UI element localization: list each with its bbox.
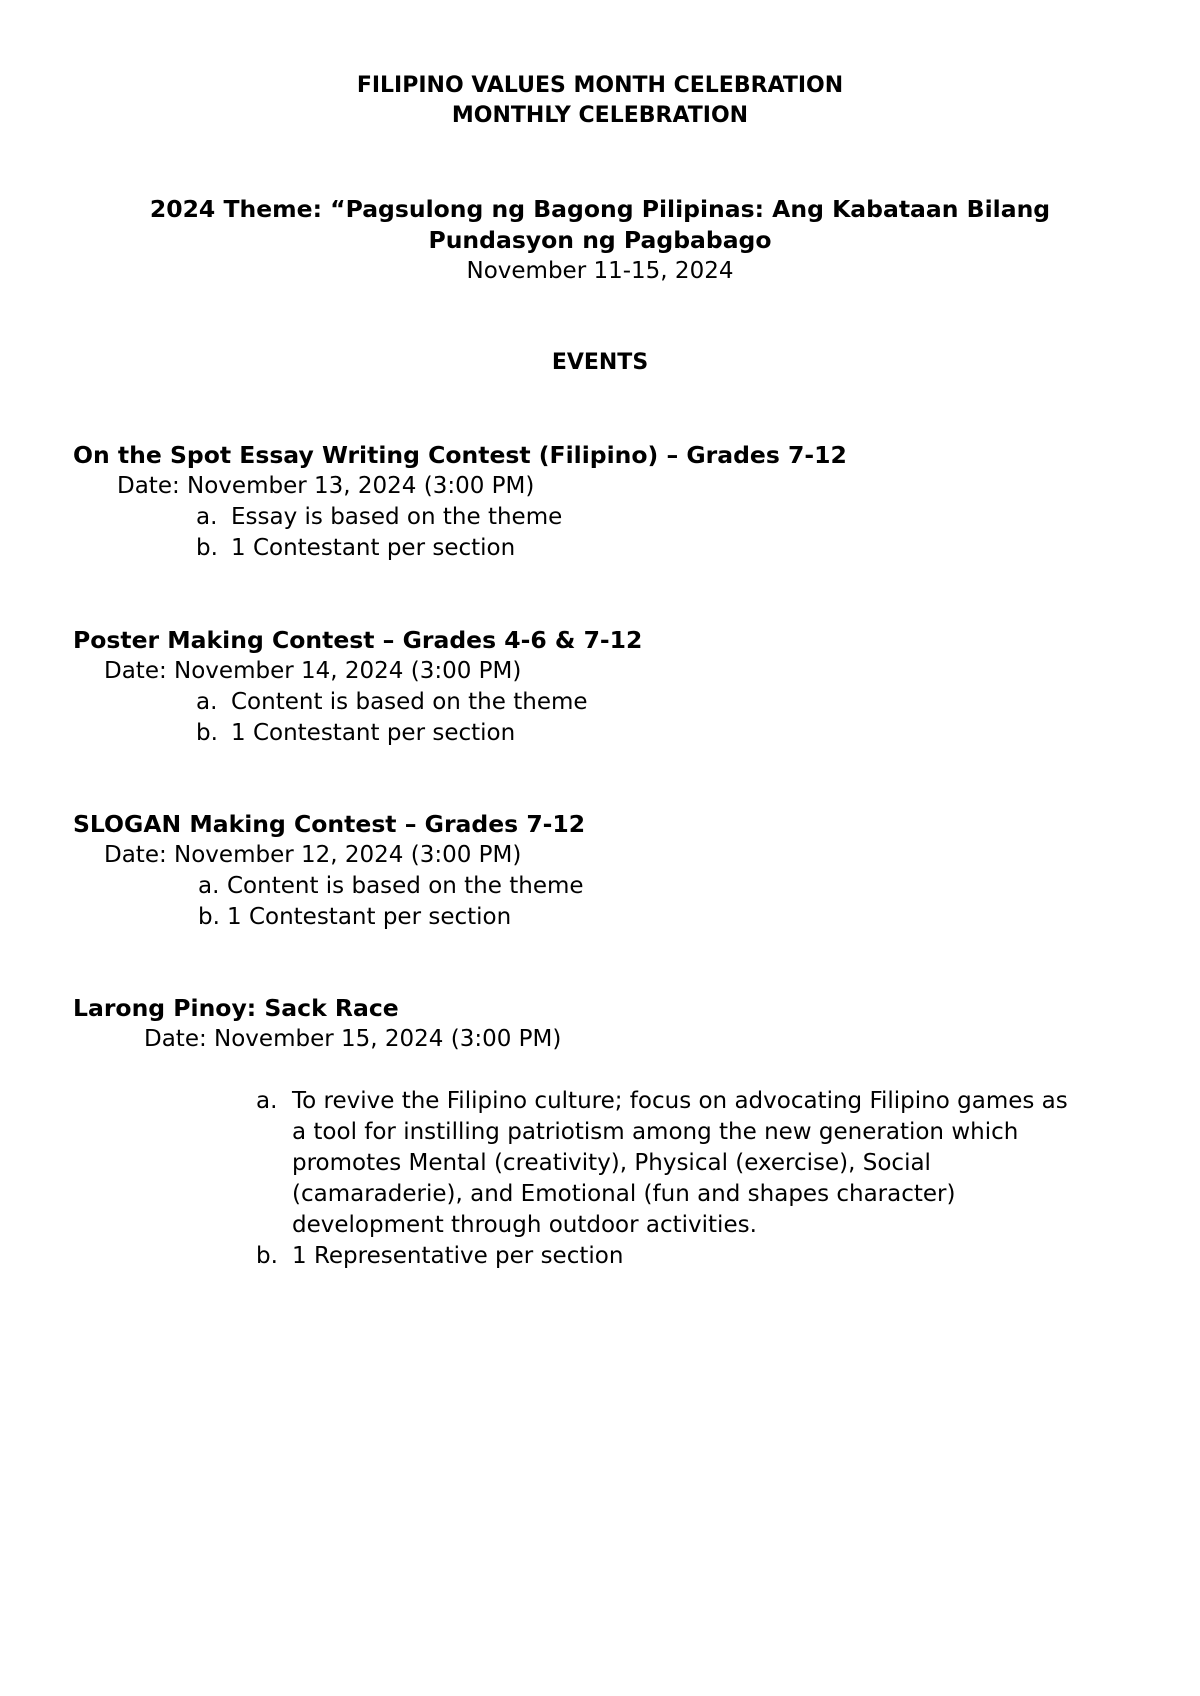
paragraph-line: promotes Mental (creativity), Physical (exercise), Social — [292, 1150, 931, 1176]
document-title: FILIPINO VALUES MONTH CELEBRATION — [356, 73, 844, 98]
list-marker: b. — [198, 904, 220, 930]
list-item-text: Content is based on the theme — [231, 689, 588, 715]
list-item-paragraph — [292, 1086, 1068, 1241]
list-marker: b. — [196, 535, 218, 561]
event-date-essay: Date: November 13, 2024 (3:00 PM) — [117, 473, 535, 499]
theme-line-1: 2024 Theme: “Pagsulong ng Bagong Pilipinas: Ang Kabataan Bilang — [149, 195, 1051, 223]
events-heading: EVENTS — [551, 350, 649, 375]
event-heading-slogan: SLOGAN Making Contest – Grades 7-12 — [73, 810, 586, 838]
list-item-text: 1 Contestant per section — [231, 535, 516, 561]
paragraph-line: development through outdoor activities. — [292, 1212, 757, 1238]
list-item-text: Content is based on the theme — [227, 873, 584, 899]
list-marker: b. — [196, 720, 218, 746]
event-heading-poster: Poster Making Contest – Grades 4-6 & 7-12 — [73, 626, 643, 654]
list-item-text: 1 Representative per section — [292, 1243, 624, 1269]
event-date-poster: Date: November 14, 2024 (3:00 PM) — [104, 658, 522, 684]
list-marker: a. — [198, 873, 220, 899]
list-item-text: Essay is based on the theme — [231, 504, 563, 530]
date-range: November 11-15, 2024 — [466, 258, 734, 284]
event-heading-sack-race: Larong Pinoy: Sack Race — [73, 994, 399, 1022]
event-date-sack-race: Date: November 15, 2024 (3:00 PM) — [144, 1026, 562, 1052]
paragraph-line: a tool for instilling patriotism among the new generation which — [292, 1119, 1019, 1145]
paragraph-line: To revive the Filipino culture; focus on advocating Filipino games as — [292, 1088, 1068, 1114]
event-date-slogan: Date: November 12, 2024 (3:00 PM) — [104, 842, 522, 868]
event-heading-essay: On the Spot Essay Writing Contest (Filipino) – Grades 7-12 — [73, 441, 847, 469]
list-item-text: 1 Contestant per section — [231, 720, 516, 746]
theme-line-2: Pundasyon ng Pagbabago — [428, 226, 772, 254]
document-subtitle: MONTHLY CELEBRATION — [451, 103, 749, 128]
list-item-text: 1 Contestant per section — [227, 904, 512, 930]
list-marker: a. — [196, 504, 218, 530]
list-marker: a. — [256, 1088, 278, 1114]
list-marker: b. — [256, 1243, 278, 1269]
list-marker: a. — [196, 689, 218, 715]
paragraph-line: (camaraderie), and Emotional (fun and shapes character) — [292, 1181, 956, 1207]
